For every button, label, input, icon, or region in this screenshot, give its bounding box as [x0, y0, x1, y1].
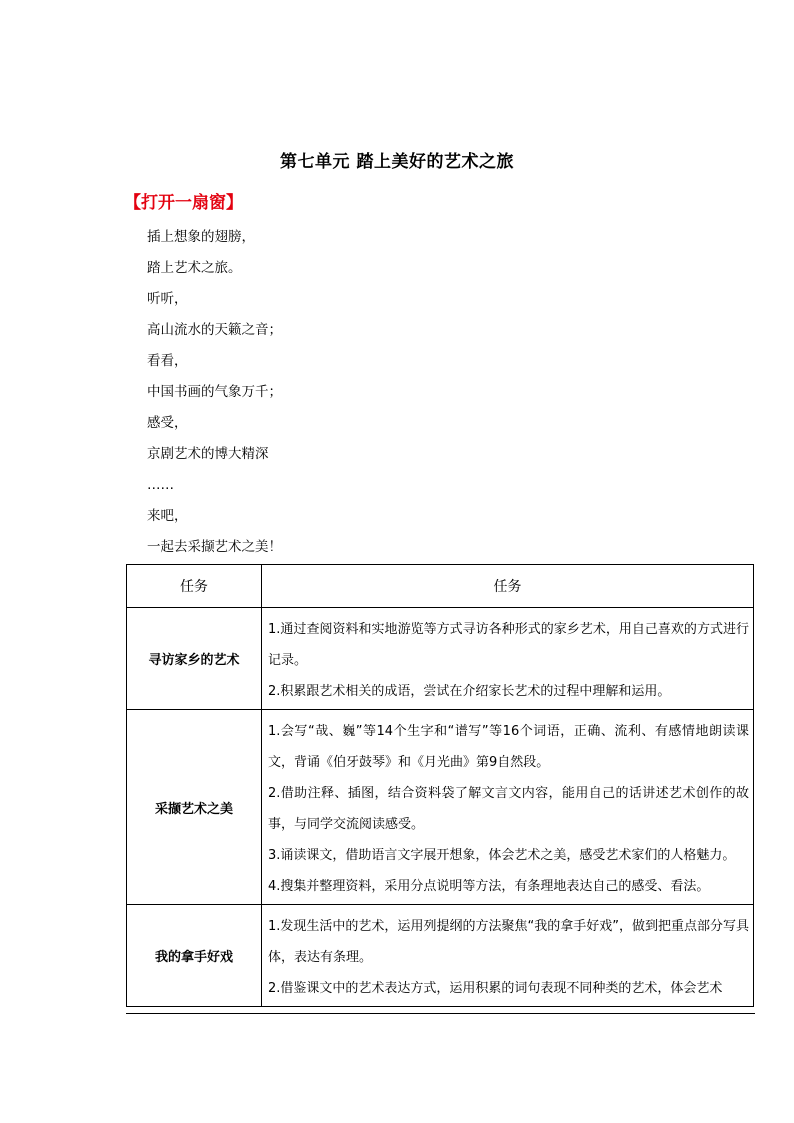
- section-heading: 【打开一扇窗】: [124, 193, 243, 213]
- task-name-cell: 采撷艺术之美: [127, 710, 262, 905]
- goals-cell: [262, 608, 754, 710]
- table-row: [127, 905, 754, 1007]
- goal-item: 3.诵读课文，借助语言文字展开想象，体会艺术之美，感受艺术家们的人格魅力。: [268, 848, 736, 863]
- goal-item: 4.搜集并整理资料，采用分点说明等方法，有条理地表达自己的感受、看法。: [268, 879, 710, 894]
- poem-line: 高山流水的天籁之音；: [147, 322, 282, 338]
- poem-line: 京剧艺术的博大精深: [147, 446, 269, 462]
- goal-item: 1.会写“哉、巍”等14个生字和“谱写”等16个词语，正确、流利、有感情地朗读课文，背诵《伯牙鼓琴》和《月光曲》第9自然段。: [268, 724, 749, 770]
- poem-line: 来吧，: [147, 508, 188, 524]
- poem: [147, 222, 282, 563]
- poem-line: 插上想象的翅膀，: [147, 229, 255, 245]
- goal-item: 2.借助注释、插图，结合资料袋了解文言文内容，能用自己的话讲述艺术创作的故事，与同学交流阅读感受。: [268, 786, 749, 832]
- table-row: [127, 608, 754, 710]
- poem-line: 看看，: [147, 353, 188, 369]
- goals-cell: [262, 905, 754, 1007]
- table-bottom-border: [126, 1013, 755, 1014]
- goal-item: 2.借鉴课文中的艺术表达方式，运用积累的词句表现不同种类的艺术，体会艺术: [268, 981, 723, 996]
- task-table: [126, 564, 754, 1007]
- goal-item: 1.通过查阅资料和实地游览等方式寻访各种形式的家乡艺术，用自己喜欢的方式进行记录。: [268, 622, 749, 668]
- poem-line: 感受，: [147, 415, 188, 431]
- page-bottom-margin: [120, 1014, 770, 1123]
- poem-line: 听听，: [147, 291, 188, 307]
- table-header-row: [127, 565, 754, 608]
- goal-item: 2.积累跟艺术相关的成语，尝试在介绍家长艺术的过程中理解和运用。: [268, 684, 671, 699]
- poem-line: ……: [147, 477, 174, 493]
- poem-line: 中国书画的气象万千；: [147, 384, 282, 400]
- poem-line: 踏上艺术之旅。: [147, 260, 242, 276]
- goals-cell: [262, 710, 754, 905]
- table-row: [127, 710, 754, 905]
- goal-item: 1.发现生活中的艺术，运用列提纲的方法聚焦“我的拿手好戏”，做到把重点部分写具体，表达有条理。: [268, 919, 749, 965]
- table-header-cell: 任务: [262, 565, 754, 608]
- page-title: 第七单元 踏上美好的艺术之旅: [280, 152, 514, 172]
- task-name-cell: 寻访家乡的艺术: [127, 608, 262, 710]
- task-name-cell: 我的拿手好戏: [127, 905, 262, 1007]
- table-header-cell: 任务: [127, 565, 262, 608]
- poem-line: 一起去采撷艺术之美！: [147, 539, 282, 555]
